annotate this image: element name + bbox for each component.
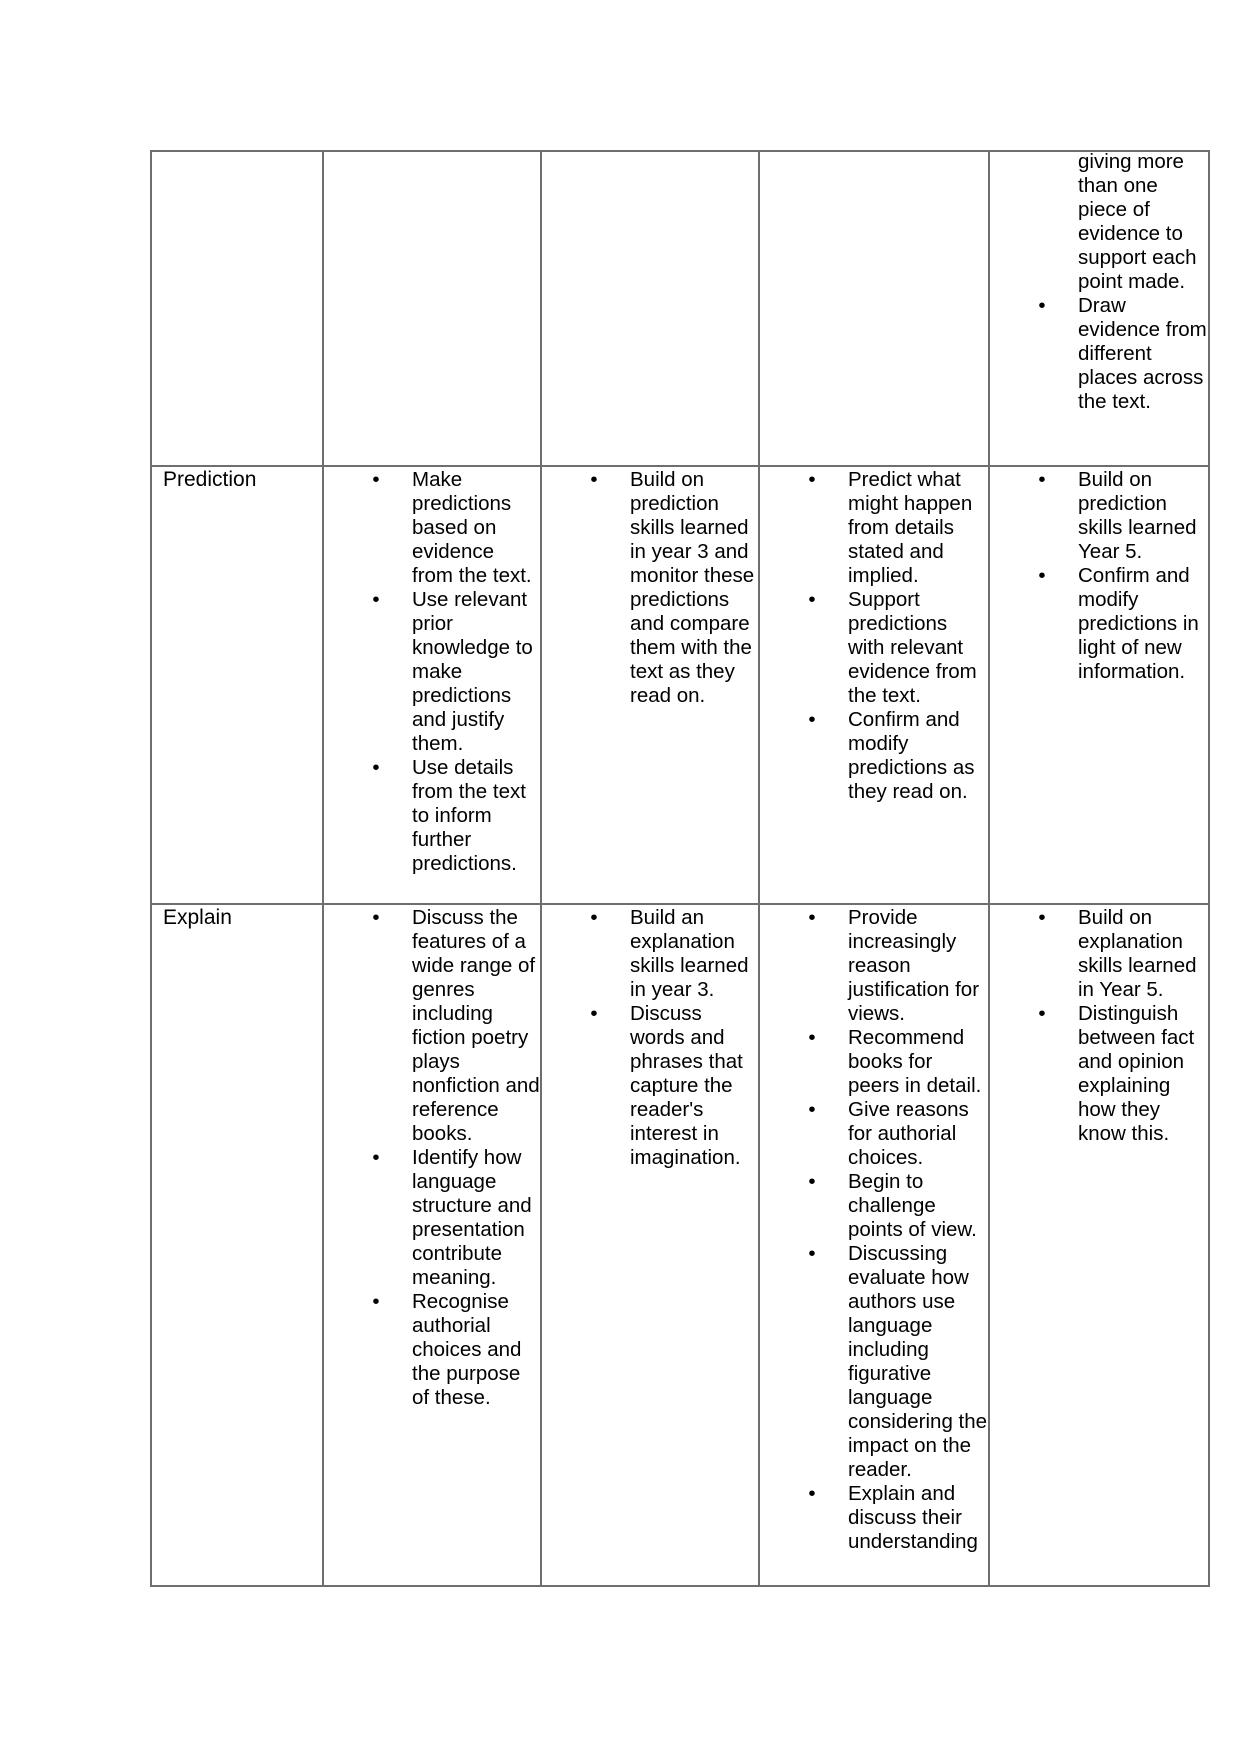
skill-cell: [989, 466, 1209, 904]
bullet-item: [760, 1482, 988, 1554]
bullet-icon: •: [372, 1146, 380, 1169]
table-row: [151, 151, 1209, 466]
bullet-text: Identify how language structure and presentation contribute meaning.: [412, 1146, 532, 1289]
bullet-text: Recommend books for peers in detail.: [848, 1026, 982, 1097]
bullet-text: Confirm and modify predictions in light of new information.: [1078, 564, 1199, 683]
skill-cell: [759, 151, 989, 466]
bullet-icon: •: [1038, 294, 1046, 317]
row-label-cell: [151, 466, 323, 904]
bullet-list: [324, 468, 540, 876]
bullet-item: [760, 1242, 988, 1482]
bullet-list: [990, 294, 1208, 414]
bullet-icon: •: [372, 588, 380, 611]
bullet-list: [324, 906, 540, 1410]
bullet-item: [760, 468, 988, 588]
bullet-item: [990, 294, 1208, 414]
bullet-text: Confirm and modify predictions as they read on.: [848, 708, 975, 803]
bullet-item: [324, 1146, 540, 1290]
bullet-item: [324, 1290, 540, 1410]
bullet-icon: •: [590, 906, 598, 929]
bullet-item: [324, 588, 540, 756]
bullet-text: Build on prediction skills learned in year 3 and monitor these predictions and compare them with the text as they read on.: [630, 468, 755, 707]
bullet-icon: •: [808, 708, 816, 731]
bullet-icon: •: [808, 1026, 816, 1049]
bullet-icon: •: [808, 1242, 816, 1265]
bullet-icon: •: [590, 1002, 598, 1025]
bullet-icon: •: [1038, 468, 1046, 491]
reading-skills-table: [150, 150, 1210, 1587]
bullet-item: [760, 588, 988, 708]
bullet-icon: •: [372, 756, 380, 779]
bullet-icon: •: [808, 1098, 816, 1121]
bullet-item: [990, 906, 1208, 1002]
table-row: [151, 904, 1209, 1586]
bullet-item: [324, 906, 540, 1146]
bullet-icon: •: [1038, 564, 1046, 587]
bullet-text: Explain and discuss their understanding: [848, 1482, 978, 1553]
bullet-item: [760, 708, 988, 804]
skill-cell: [323, 466, 541, 904]
skill-cell: [989, 904, 1209, 1586]
bullet-text: Support predictions with relevant evidence from the text.: [848, 588, 977, 707]
bullet-item: [760, 1098, 988, 1170]
bullet-text: Build an explanation skills learned in year 3.: [630, 906, 749, 1001]
row-label-cell: [151, 151, 323, 466]
skill-cell: [323, 151, 541, 466]
bullet-item: [760, 906, 988, 1026]
bullet-icon: •: [808, 588, 816, 611]
bullet-item: [990, 564, 1208, 684]
bullet-item: [542, 1002, 758, 1170]
skill-cell: [541, 466, 759, 904]
bullet-text: Make predictions based on evidence from the text.: [412, 468, 532, 587]
bullet-text: Build on explanation skills learned in Year 5.: [1078, 906, 1197, 1001]
row-label: Prediction: [163, 468, 257, 491]
bullet-item: [760, 1026, 988, 1098]
bullet-icon: •: [372, 1290, 380, 1313]
row-label-cell: [151, 904, 323, 1586]
bullet-text: Begin to challenge points of view.: [848, 1170, 977, 1241]
bullet-icon: •: [808, 468, 816, 491]
bullet-item: [324, 756, 540, 876]
bullet-item: [324, 468, 540, 588]
bullet-text: Use relevant prior knowledge to make predictions and justify them.: [412, 588, 533, 755]
skill-cell: [989, 151, 1209, 466]
bullet-item: [542, 906, 758, 1002]
row-label: Explain: [163, 906, 232, 929]
bullet-icon: •: [372, 906, 380, 929]
bullet-list: [990, 906, 1208, 1146]
skill-cell: [759, 466, 989, 904]
bullet-list: [542, 468, 758, 708]
bullet-text: Discuss words and phrases that capture the reader's interest in imagination.: [630, 1002, 743, 1169]
bullet-text: Use details from the text to inform further predictions.: [412, 756, 526, 875]
bullet-text: Discussing evaluate how authors use language including figurative language considering the impact on the reader.: [848, 1242, 988, 1481]
bullet-icon: •: [1038, 906, 1046, 929]
skill-cell: [541, 904, 759, 1586]
skill-cell: [323, 904, 541, 1586]
bullet-list: [990, 468, 1208, 684]
bullet-list: [760, 468, 988, 804]
bullet-icon: •: [1038, 1002, 1046, 1025]
bullet-text: Distinguish between fact and opinion explaining how they know this.: [1078, 1002, 1195, 1145]
bullet-text: Build on prediction skills learned Year 5.: [1078, 468, 1197, 563]
bullet-item: [990, 1002, 1208, 1146]
bullet-icon: •: [590, 468, 598, 491]
skill-cell: [759, 904, 989, 1586]
bullet-text: Predict what might happen from details stated and implied.: [848, 468, 973, 587]
bullet-icon: •: [808, 906, 816, 929]
bullet-icon: •: [808, 1482, 816, 1505]
bullet-icon: •: [808, 1170, 816, 1193]
table-row: [151, 466, 1209, 904]
continued-text: giving more than one piece of evidence to support each point made.: [1078, 150, 1197, 293]
bullet-item: [990, 468, 1208, 564]
bullet-text: Provide increasingly reason justification for views.: [848, 906, 980, 1025]
bullet-item: [760, 1170, 988, 1242]
bullet-text: Recognise authorial choices and the purpose of these.: [412, 1290, 522, 1409]
bullet-item: [542, 468, 758, 708]
bullet-text: Give reasons for authorial choices.: [848, 1098, 969, 1169]
bullet-list: [760, 906, 988, 1554]
skill-cell: [541, 151, 759, 466]
bullet-text: Discuss the features of a wide range of genres including fiction poetry plays nonfiction and reference books.: [412, 906, 540, 1145]
bullet-icon: •: [372, 468, 380, 491]
bullet-text: Draw evidence from different places across the text.: [1078, 294, 1207, 413]
bullet-list: [542, 906, 758, 1170]
